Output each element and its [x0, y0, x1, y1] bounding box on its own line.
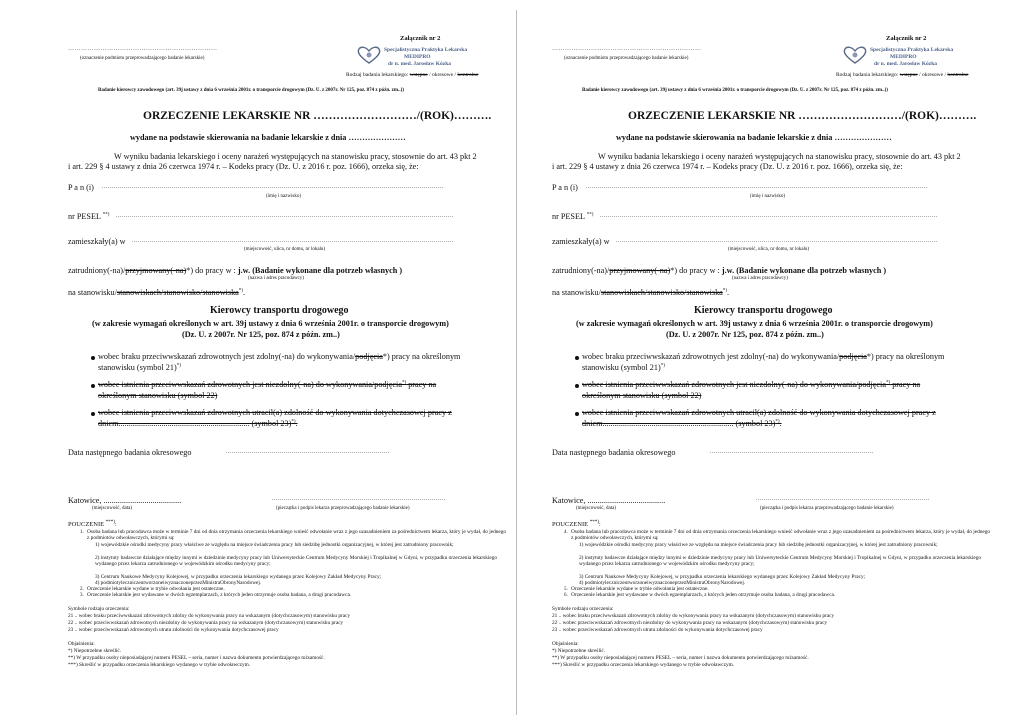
verdict-unfit-a: wobec istnienia przeciwwskazań zdrowotnych jest niezdolny(-na) do wykonywania/podjęcia [98, 380, 402, 389]
explanation-1: *) Niepotrzebne skreślić. [552, 648, 606, 654]
pouczenie-sup: ***) [589, 520, 599, 525]
pesel-label [552, 212, 593, 221]
stamp-caption: (pieczątka i podpis lekarza przeprowadzającego badanie lekarskie) [760, 506, 894, 511]
place-date: Katowice, ...................................... [68, 496, 182, 505]
employed-b: przyjmowany(-na) [125, 266, 187, 275]
verdict-fit-a: wobec braku przeciwwskazań zdrowotnych jest zdolny(-na) do wykonywania/ [582, 352, 840, 361]
job-scope-2: (Dz. U. z 2007r. Nr 125, poz. 874 z późn. zm..) [666, 330, 824, 339]
symbol-23: 23 .. wobec przeciwwskazań zdrowotnych utrata zdolności do wykonywania dotychczasowej pracy [68, 627, 279, 633]
position-line: na stanowisku/stanowiskach/stanowisko/stanowiska*). [552, 288, 730, 297]
exam-type-initial: wstępne [409, 72, 428, 78]
pouczenie-sub-3: 3) Centrum Naukowe Medycyny Kolejowej, w przypadku orzeczenia lekarskiego wydanego przez Kolejowy Zakład Medycyny Pracy; [579, 574, 866, 580]
stamp-field[interactable]: ....................................................................................... [272, 496, 446, 502]
pouczenie-sub-4: 4) podmiotyleczniczeutworzoneiwyznaczoneprzezMinistraObronyNarodowej. [579, 580, 746, 586]
verdict-fit-b: *) pracy na określonym [866, 352, 945, 361]
place-date: Katowice, ...................................... [552, 496, 666, 505]
symbol-22: 22 .. wobec przeciwwskazań zdrowotnych niezdolny do wykonywania pracy na wskazanym (dotychczasowym) stanowisku pracy [68, 620, 344, 626]
attachment-label: Załącznik nr 2 [400, 35, 441, 42]
heart-logo-icon [842, 46, 868, 64]
law-line: Badanie kierowcy zawodowego (art. 39j ustawy z dnia 6 września 2001r. o transporcie drogowym (Dz. U. z 2007r. Nr 125, poz. 874 z późn. zm..)) [98, 88, 404, 93]
job-scope-2: (Dz. U. z 2007r. Nr 125, poz. 874 z późn. zm..) [182, 330, 340, 339]
position-line: na stanowisku/stanowiskach/stanowisko/stanowiska*). [68, 288, 246, 297]
pouczenie-item-1: Osoba badana lub pracodawca może w terminie 7 dni od dnia otrzymania orzeczenia lekarskiego wnieść odwołanie wraz z jego uzasadnieniem za pośrednictwem lekarza, który je wydał, do jednego z podmiotów odwoławczych, którymi są: [87, 529, 507, 542]
job-scope-1: (w zakresie wymagań określonych w art. 39j ustawy z dnia 6 września 2001r. o transporcie drogowym) [92, 319, 449, 328]
intro-line-2: i art. 229 § 4 ustawy z dnia 26 czerwca 1974 r. – Kodeks pracy (Dz. U. z 2016 r. poz. 1666), orzeka się, że: [552, 162, 903, 171]
verdict-unfit-a: wobec istnienia przeciwwskazań zdrowotnych jest niezdolny(-na) do wykonywania/podjęcia [582, 380, 886, 389]
exam-type-periodic: / okresowe / [917, 72, 948, 78]
pesel-sup: **) [586, 212, 594, 218]
pouczenie-num-5: 5. [564, 587, 568, 592]
entity-caption: (oznaczenie podmiotu przeprowadzającego badanie lekarskie) [564, 56, 689, 61]
bullet-marker [91, 384, 95, 388]
explanation-3: ***) Skreślić w przypadku orzeczenia lekarskiego wydanego w trybie odwoławczym. [552, 662, 735, 668]
patient-name-field[interactable]: ........................................................................................................................................................................... [102, 184, 444, 190]
certificate-page-right [520, 0, 1020, 725]
law-line: Badanie kierowcy zawodowego (art. 39j ustawy z dnia 6 września 2001r. o transporcie drogowym (Dz. U. z 2007r. Nr 125, poz. 874 z późn. zm..)) [582, 88, 888, 93]
verdict-fit-line-1 [582, 352, 944, 361]
certificate-title: ORZECZENIE LEKARSKIE NR ………………………/(ROK)………. [143, 110, 492, 122]
exam-type-control: kontrolne [947, 72, 969, 78]
employed-a: zatrudniony(-na)/ [552, 266, 610, 275]
pouczenie-item-2: Orzeczenie lekarskie wydane w trybie odwołania jest ostateczne. [571, 586, 709, 592]
job-title: Kierowcy transportu drogowego [210, 305, 349, 316]
exam-type [346, 72, 478, 78]
verdict-lost-line-1: wobec istnienia przeciwwskazań zdrowotnych utracił(a) zdolność do wykonywania dotychczasowej pracy z [582, 408, 936, 417]
verdict-lost-line-2: dniem................................................................ (symbol 23)*). [98, 419, 298, 428]
bullet-marker [575, 384, 579, 388]
pouczenie-num-3: 3. [80, 593, 84, 598]
logo-line-2: MEDIPRO [404, 54, 431, 60]
address-label: zamieszkały(a) w [68, 237, 126, 246]
verdict-lost-line-1: wobec istnienia przeciwwskazań zdrowotnych utracił(a) zdolność do wykonywania dotychczasowej pracy z [98, 408, 452, 417]
heart-logo-icon [356, 46, 382, 64]
logo-line-3: dr n. med. Jarosław Kózka [388, 61, 452, 67]
pouczenie-label: POUCZENIE [68, 521, 105, 529]
verdict-lost-b: dniem................................................................ (symbol 23) [582, 419, 776, 428]
explanation-2: **) W przypadku osoby nieposiadającej numeru PESEL – seria, numer i nazwa dokumentu potwierdzającego tożsamość. [68, 655, 325, 661]
verdict-unfit-sup: *) [401, 380, 407, 386]
intro-line-2: i art. 229 § 4 ustawy z dnia 26 czerwca 1974 r. – Kodeks pracy (Dz. U. z 2016 r. poz. 1666), orzeka się, że: [68, 162, 419, 171]
pouczenie-sub-1: 1) wojewódzkie ośrodki medycyny pracy właściwe ze względu na miejsce świadczenia pracy lub siedzibę jednostki organizacyjnej, w której jest zatrudniony pracownik; [95, 542, 454, 548]
pouczenie-item-3: Orzeczenie lekarskie jest wydawane w dwóch egzemplarzach, z których jeden otrzymuje osoba badana, a drugi pracodawca. [571, 592, 836, 598]
employed-c: *) do pracy w : [186, 266, 238, 275]
address-field[interactable]: ................................................................................................................................................................. [616, 238, 938, 244]
logo-line-3: dr n. med. Jarosław Kózka [874, 61, 938, 67]
next-exam-label: Data następnego badania okresowego [68, 448, 192, 457]
pesel-field[interactable]: ......................................................................................................................................................................... [600, 213, 938, 219]
stamp-caption: (pieczątka i podpis lekarza przeprowadzającego badanie lekarskie) [276, 506, 410, 511]
exam-type-initial: wstępne [899, 72, 918, 78]
address-label: zamieszkały(a) w [552, 237, 610, 246]
pouczenie-num-4: 4. [564, 530, 568, 535]
logo-line-2: MEDIPRO [890, 54, 917, 60]
pouczenie-item-1: Osoba badana lub pracodawca może w terminie 7 dni od dnia otrzymania orzeczenia lekarskiego wnieść odwołanie wraz z jego uzasadnieniem za pośrednictwem lekarza, który je wydał, do jednego z podmiotów odwoławczych, którymi są: [571, 529, 991, 542]
symbol-21: 21 .. wobec braku przeciwwskazań zdrowotnych zdolny do wykonywania pracy na wskazanym (dotychczasowym) stanowisku pracy [68, 613, 351, 619]
bullet-marker [91, 412, 95, 416]
employed-note: (Badanie wykonane dla potrzeb własnych ) [252, 266, 403, 275]
verdict-fit-a: wobec braku przeciwwskazań zdrowotnych jest zdolny(-na) do wykonywania/ [98, 352, 356, 361]
employer-line [552, 266, 886, 275]
pouczenie-sub-4: 4) podmiotyleczniczeutworzoneiwyznaczoneprzezMinistraObronyNarodowej. [95, 580, 262, 586]
verdict-lost-b: dniem................................................................ (symbol 23) [98, 419, 292, 428]
position-b: stanowiskach/stanowisko/stanowiska [600, 288, 723, 297]
address-caption: (miejscowość, ulica, nr domu, nr lokalu) [728, 247, 810, 252]
address-caption: (miejscowość, ulica, nr domu, nr lokalu) [244, 247, 326, 252]
patient-name-label: P a n (i) [552, 183, 578, 192]
pouczenie-num-2: 2. [80, 587, 84, 592]
next-exam-field[interactable]: .................................................................................. [710, 449, 874, 455]
symbols-heading: Symbole rodzaju orzeczenia: [552, 606, 614, 612]
entity-dots: …………………………………………………………… [68, 46, 218, 52]
bullet-marker [575, 356, 579, 360]
address-field[interactable]: ................................................................................................................................................................. [132, 238, 454, 244]
verdict-unfit-sup: *) [885, 380, 891, 386]
employed-jw: j.w. [237, 266, 251, 275]
verdict-fit-sup: *) [660, 363, 665, 369]
verdict-unfit-line-2: określonym stanowisku (symbol 22) [582, 391, 702, 400]
next-exam-label: Data następnego badania okresowego [552, 448, 676, 457]
verdict-unfit-line-2: określonym stanowisku (symbol 22) [98, 391, 218, 400]
pouczenie-item-3: Orzeczenie lekarskie jest wydawane w dwóch egzemplarzach, z których jeden otrzymuje osoba badana, a drugi pracodawca. [87, 592, 352, 598]
patient-name-label: P a n (i) [68, 183, 94, 192]
pouczenie-sub-2: 2) instytuty badawcze działające między innymi w dziedzinie medycyny pracy lub Uniwersyteckie Centrum Medycyny Morskiej i Tropikalnej w Gdyni, w przypadku orzeczenia lekarskiego wydanego przez lekarza zatrudnionego w wojewódzkim ośrodku medycyny pracy; [95, 555, 498, 568]
employed-b: przyjmowany(-na) [609, 266, 671, 275]
place-caption: (miejscowość, data) [92, 506, 132, 511]
verdict-unfit-b: pracy na [406, 380, 437, 389]
employed-jw: j.w. [721, 266, 735, 275]
job-scope-1: (w zakresie wymagań określonych w art. 39j ustawy z dnia 6 września 2001r. o transporcie drogowym) [576, 319, 933, 328]
exam-type-control: kontrolne [457, 72, 479, 78]
verdict-unfit-line-1 [582, 380, 920, 389]
stamp-field[interactable]: ....................................................................................... [756, 496, 930, 502]
patient-name-caption: (imię i nazwisko) [266, 194, 301, 199]
verdict-unfit-line-1 [98, 380, 436, 389]
pouczenie-sub-2: 2) instytuty badawcze działające między innymi w dziedzinie medycyny pracy lub Uniwersyteckie Centrum Medycyny Morskiej i Tropikalnej w Gdyni, w przypadku orzeczenia lekarskiego wydanego przez lekarza zatrudnionego w wojewódzkim ośrodku medycyny pracy; [579, 555, 982, 568]
explanations-heading: Objaśnienia: [68, 641, 95, 647]
patient-name-field[interactable]: ........................................................................................................................................................................... [586, 184, 928, 190]
exam-type-periodic: / okresowe / [427, 72, 458, 78]
position-sup: *) [722, 288, 727, 294]
pouczenie-label: POUCZENIE [552, 521, 589, 529]
pesel-sup: **) [102, 212, 110, 218]
referral-line: wydane na podstawie skierowania na badanie lekarskie z dnia ………………… [616, 133, 892, 142]
employed-c: *) do pracy w : [670, 266, 722, 275]
symbol-23: 23 .. wobec przeciwwskazań zdrowotnych utrata zdolności do wykonywania dotychczasowej pracy [552, 627, 763, 633]
entity-caption: (oznaczenie podmiotu przeprowadzającego badanie lekarskie) [80, 56, 205, 61]
place-caption: (miejscowość, data) [576, 506, 616, 511]
certificate-title: ORZECZENIE LEKARSKIE NR ………………………/(ROK)………. [628, 110, 977, 122]
pouczenie-heading: POUCZENIE ***): [552, 520, 601, 529]
verdict-lost-sup: *) [775, 419, 780, 425]
exam-type [836, 72, 968, 78]
exam-type-prefix: Rodzaj badania lekarskiego: [836, 72, 900, 78]
entity-dots: …………………………………………………………… [552, 46, 702, 52]
verdict-fit-c: stanowisku (symbol 21) [582, 363, 661, 372]
pouczenie-sup: ***) [105, 520, 115, 525]
employer-caption: (nazwa i adres pracodawcy) [732, 276, 788, 281]
verdict-fit-line-2 [582, 363, 665, 372]
pouczenie-sub-1: 1) wojewódzkie ośrodki medycyny pracy właściwe ze względu na miejsce świadczenia pracy lub siedzibę jednostki organizacyjnej, w której jest zatrudniony pracownik; [579, 542, 938, 548]
employed-note: (Badanie wykonane dla potrzeb własnych ) [736, 266, 887, 275]
verdict-fit-line-2 [98, 363, 181, 372]
pesel-label-text: nr PESEL [68, 212, 101, 221]
verdict-fit-sup: *) [176, 363, 181, 369]
verdict-fit-strike: podjęcia [355, 352, 383, 361]
verdict-fit-c: stanowisku (symbol 21) [98, 363, 177, 372]
logo-line-1: Specjalistyczna Praktyka Lekarska [870, 47, 954, 53]
position-b: stanowiskach/stanowisko/stanowiska [116, 288, 239, 297]
pouczenie-item-2: Orzeczenie lekarskie wydane w trybie odwołania jest ostateczne. [87, 586, 225, 592]
verdict-fit-line-1 [98, 352, 460, 361]
bullet-marker [91, 356, 95, 360]
certificate-page-left [20, 0, 520, 725]
referral-line: wydane na podstawie skierowania na badanie lekarskie z dnia ………………… [130, 133, 406, 142]
pouczenie-num-6: 6. [564, 593, 568, 598]
intro-line-1: W wyniku badania lekarskiego i oceny narażeń występujących na stanowisku pracy, stosownie do art. 43 pkt 2 [114, 152, 477, 161]
position-sup: *) [238, 288, 243, 294]
symbol-22: 22 .. wobec przeciwwskazań zdrowotnych niezdolny do wykonywania pracy na wskazanym (dotychczasowym) stanowisku pracy [552, 620, 828, 626]
pouczenie-heading: POUCZENIE ***): [68, 520, 117, 529]
job-title: Kierowcy transportu drogowego [694, 305, 833, 316]
pouczenie-num-1: 1. [80, 530, 84, 535]
intro-line-1: W wyniku badania lekarskiego i oceny narażeń występujących na stanowisku pracy, stosownie do art. 43 pkt 2 [598, 152, 961, 161]
pouczenie-sub-3: 3) Centrum Naukowe Medycyny Kolejowej, w przypadku orzeczenia lekarskiego wydanego przez Kolejowy Zakład Medycyny Pracy; [95, 574, 382, 580]
employer-caption: (nazwa i adres pracodawcy) [248, 276, 304, 281]
next-exam-field[interactable]: .................................................................................. [226, 449, 390, 455]
employed-a: zatrudniony(-na)/ [68, 266, 126, 275]
verdict-unfit-b: pracy na [890, 380, 921, 389]
verdict-lost-line-2: dniem................................................................ (symbol 23)*). [582, 419, 782, 428]
pesel-label-text: nr PESEL [552, 212, 585, 221]
symbol-21: 21 .. wobec braku przeciwwskazań zdrowotnych zdolny do wykonywania pracy na wskazanym (dotychczasowym) stanowisku pracy [552, 613, 835, 619]
position-a: na stanowisku/ [68, 288, 117, 297]
explanations-heading: Objaśnienia: [552, 641, 579, 647]
verdict-lost-sup: *) [291, 419, 296, 425]
pesel-label [68, 212, 109, 221]
employer-line [68, 266, 402, 275]
symbols-heading: Symbole rodzaju orzeczenia: [68, 606, 130, 612]
explanation-3: ***) Skreślić w przypadku orzeczenia lekarskiego wydanego w trybie odwoławczym. [68, 662, 251, 668]
position-a: na stanowisku/ [552, 288, 601, 297]
explanation-1: *) Niepotrzebne skreślić. [68, 648, 122, 654]
verdict-fit-strike: podjęcia [839, 352, 867, 361]
explanation-2: **) W przypadku osoby nieposiadającej numeru PESEL – seria, numer i nazwa dokumentu potwierdzającego tożsamość. [552, 655, 809, 661]
bullet-marker [575, 412, 579, 416]
logo-line-1: Specjalistyczna Praktyka Lekarska [384, 47, 468, 53]
verdict-fit-b: *) pracy na określonym [382, 352, 461, 361]
patient-name-caption: (imię i nazwisko) [750, 194, 785, 199]
pesel-field[interactable]: ......................................................................................................................................................................... [116, 213, 454, 219]
exam-type-prefix: Rodzaj badania lekarskiego: [346, 72, 410, 78]
attachment-label: Załącznik nr 2 [886, 35, 927, 42]
